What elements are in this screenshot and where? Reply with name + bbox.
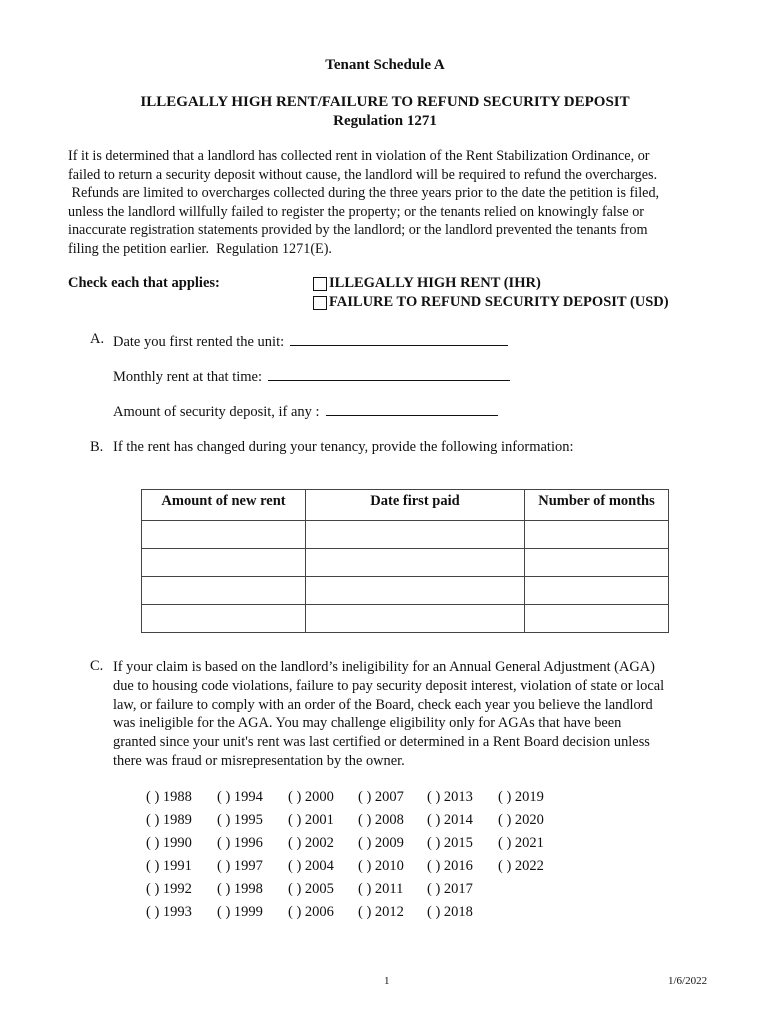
usd-checkbox[interactable] — [313, 296, 327, 310]
year-option[interactable]: ( ) 2019 — [498, 789, 544, 805]
table-row — [142, 521, 669, 549]
year-option[interactable]: ( ) 2001 — [288, 812, 334, 828]
year-option[interactable]: ( ) 2015 — [427, 835, 473, 851]
year-option[interactable]: ( ) 1997 — [217, 858, 263, 874]
intro-line: If it is determined that a landlord has collected rent in violation of the Rent Stabilization Ordinance, or — [68, 148, 650, 164]
rent-change-table — [141, 489, 669, 633]
year-option[interactable]: ( ) 1999 — [217, 904, 263, 920]
section-c-line: law, or failure to comply with an order of the Board, check each year you believe the landlord — [113, 696, 653, 713]
table-cell[interactable] — [142, 549, 306, 577]
year-option[interactable]: ( ) 2013 — [427, 789, 473, 805]
section-c-paragraph — [113, 658, 703, 771]
year-option[interactable]: ( ) 2006 — [288, 904, 334, 920]
table-cell[interactable] — [525, 521, 669, 549]
year-option[interactable]: ( ) 2016 — [427, 858, 473, 874]
table-cell[interactable] — [142, 577, 306, 605]
ihr-checkbox[interactable] — [313, 277, 327, 291]
section-c-line: granted since your unit's rent was last certified or determined in a Rent Board decision unless — [113, 734, 650, 751]
intro-line: inaccurate registration statements provided by the landlord; or the landlord prevented the tenants from — [68, 222, 648, 239]
section-b-letter: B. — [90, 439, 104, 455]
revision-date: 1/6/2022 — [668, 975, 708, 987]
page-subtitle — [0, 93, 770, 131]
section-a-letter: A. — [90, 331, 105, 347]
year-option[interactable]: ( ) 2017 — [427, 881, 473, 897]
section-c-line: was ineligible for the AGA. You may challenge eligibility only for AGAs that have been — [113, 715, 622, 732]
table-cell[interactable] — [306, 549, 525, 577]
year-option[interactable]: ( ) 1988 — [146, 789, 192, 805]
table-cell[interactable] — [142, 605, 306, 633]
year-column — [146, 786, 192, 924]
year-option[interactable]: ( ) 2005 — [288, 881, 334, 897]
table-cell[interactable] — [525, 605, 669, 633]
security-deposit-label: Amount of security deposit, if any : — [113, 404, 320, 420]
column-header-months: Number of months — [525, 490, 669, 521]
section-b-text: If the rent has changed during your tenancy, provide the following information: — [113, 439, 574, 455]
table-row — [142, 605, 669, 633]
year-option[interactable]: ( ) 2022 — [498, 858, 544, 874]
year-column — [427, 786, 473, 924]
column-header-amount: Amount of new rent — [142, 490, 306, 521]
ihr-checkbox-option[interactable] — [313, 275, 541, 292]
year-option[interactable]: ( ) 1998 — [217, 881, 263, 897]
ihr-label: ILLEGALLY HIGH RENT (IHR) — [329, 275, 541, 291]
year-option[interactable]: ( ) 1991 — [146, 858, 192, 874]
intro-line: unless the landlord willfully failed to register the property; or the tenants relied on knowingly false or — [68, 203, 645, 220]
intro-line: failed to return a security deposit without cause, the landlord will be required to refund the overcharges. — [68, 166, 658, 183]
table-cell[interactable] — [525, 549, 669, 577]
page-number: 1 — [384, 975, 390, 987]
table-cell[interactable] — [525, 577, 669, 605]
year-option[interactable]: ( ) 2020 — [498, 812, 544, 828]
year-option[interactable]: ( ) 1989 — [146, 812, 192, 828]
year-option[interactable]: ( ) 2011 — [358, 881, 404, 897]
year-option[interactable]: ( ) 1995 — [217, 812, 263, 828]
year-column — [288, 786, 334, 924]
regulation-reference: Regulation 1271 — [333, 113, 437, 129]
intro-line: Refunds are limited to overcharges collected during the three years prior to the date the petition is filed, — [68, 185, 660, 202]
year-option[interactable]: ( ) 2018 — [427, 904, 473, 920]
year-option[interactable]: ( ) 2008 — [358, 812, 404, 828]
year-option[interactable]: ( ) 2021 — [498, 835, 544, 851]
table-cell[interactable] — [306, 521, 525, 549]
table-row — [142, 577, 669, 605]
monthly-rent-question — [113, 366, 510, 386]
security-deposit-field[interactable] — [326, 401, 498, 416]
year-option[interactable]: ( ) 1994 — [217, 789, 263, 805]
usd-checkbox-option[interactable] — [313, 294, 669, 311]
table-header-row — [142, 490, 669, 521]
section-c-letter: C. — [90, 658, 104, 674]
first-rented-label: Date you first rented the unit: — [113, 334, 285, 350]
year-column — [358, 786, 404, 924]
year-option[interactable]: ( ) 2014 — [427, 812, 473, 828]
year-option[interactable]: ( ) 2009 — [358, 835, 404, 851]
year-option[interactable]: ( ) 1996 — [217, 835, 263, 851]
security-deposit-question — [113, 401, 498, 421]
year-option[interactable]: ( ) 1992 — [146, 881, 192, 897]
table-cell[interactable] — [306, 577, 525, 605]
table-cell[interactable] — [142, 521, 306, 549]
monthly-rent-field[interactable] — [268, 366, 510, 381]
table-row — [142, 549, 669, 577]
first-rented-field[interactable] — [290, 331, 508, 346]
section-c-line: there was fraud or misrepresentation by the owner. — [113, 752, 405, 769]
year-option[interactable]: ( ) 1993 — [146, 904, 192, 920]
intro-paragraph — [68, 147, 708, 259]
year-option[interactable]: ( ) 2012 — [358, 904, 404, 920]
monthly-rent-label: Monthly rent at that time: — [113, 369, 263, 385]
year-option[interactable]: ( ) 2002 — [288, 835, 334, 851]
check-label: Check each that applies: — [68, 275, 220, 291]
year-option[interactable]: ( ) 1990 — [146, 835, 192, 851]
usd-label: FAILURE TO REFUND SECURITY DEPOSIT (USD) — [329, 294, 669, 310]
year-column — [217, 786, 263, 924]
intro-line: filing the petition earlier. Regulation 1271(E). — [68, 240, 332, 257]
year-option[interactable]: ( ) 2004 — [288, 858, 334, 874]
subtitle-line: ILLEGALLY HIGH RENT/FAILURE TO REFUND SECURITY DEPOSIT — [140, 94, 630, 110]
section-c-line: due to housing code violations, failure to pay security deposit interest, violation of state or local — [113, 677, 665, 694]
column-header-date: Date first paid — [306, 490, 525, 521]
year-option[interactable]: ( ) 2010 — [358, 858, 404, 874]
year-option[interactable]: ( ) 2007 — [358, 789, 404, 805]
section-c-line: If your claim is based on the landlord’s ineligibility for an Annual General Adjustment (AGA) — [113, 659, 655, 675]
year-column — [498, 786, 544, 878]
table-cell[interactable] — [306, 605, 525, 633]
first-rented-question — [113, 331, 508, 351]
page-title: Tenant Schedule A — [325, 57, 445, 73]
year-option[interactable]: ( ) 2000 — [288, 789, 334, 805]
